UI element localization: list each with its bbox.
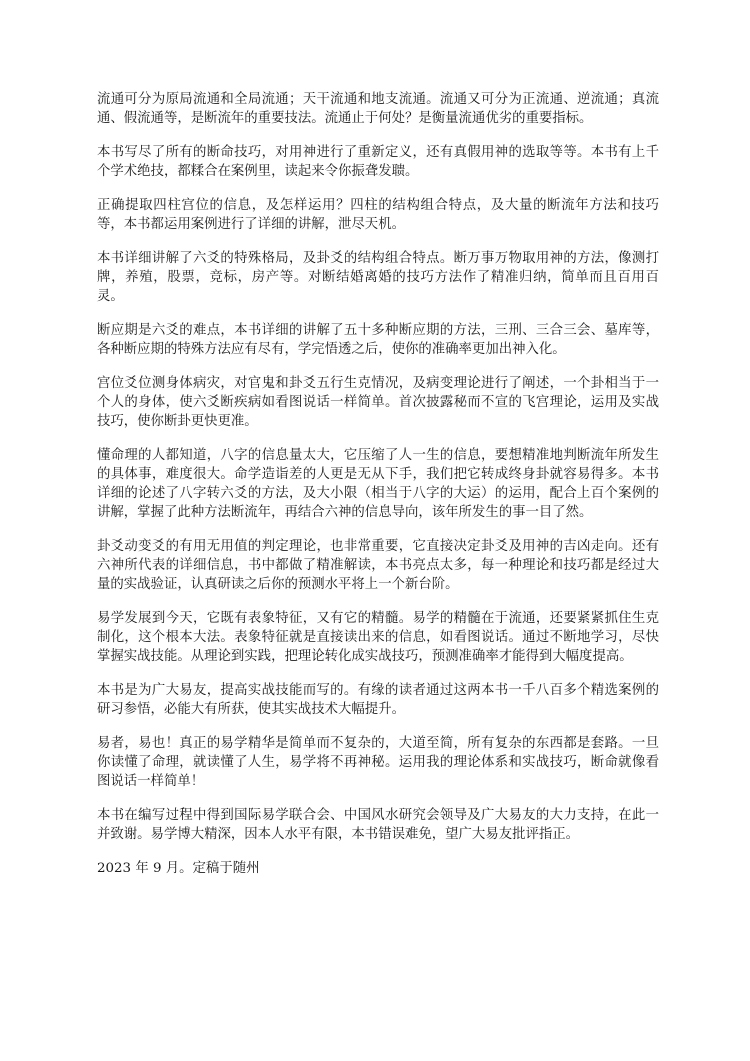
date-line: 2023 年 9 月。定稿于随州: [97, 861, 260, 876]
paragraph-yiyou: 本书是为广大易友，提高实战技能而写的。有缘的读者通过这两本书一千八百多个精选案例的研习参悟，必能大有所获，使其实战技术大幅提升。: [97, 683, 659, 717]
paragraph-zhixie: 本书在编写过程中得到国际易学联合会、中国风水研究会领导及广大易友的大力支持，在此一并致谢。易学博大精深，因本人水平有限，本书错误难免，望广大易友批评指正。: [97, 808, 659, 842]
paragraph-dongbian: 卦爻动变爻的有用无用值的判定理论，也非常重要，它直接决定卦爻及用神的吉凶走向。还有六神所代表的详细信息，书中都做了精准解读，本书亮点太多，每一种理论和技巧都是经过大量的实战验证，认真研读之后你的预测水平将上一个新台阶。: [97, 539, 659, 592]
paragraph-sizhu-gongwei: 正确提取四柱宫位的信息，及怎样运用？四柱的结构组合特点，及大量的断流年方法和技巧等，本书都运用案例进行了详细的讲解，泄尽天机。: [97, 198, 659, 232]
paragraph-duanming-jiqiao: 本书写尽了所有的断命技巧，对用神进行了重新定义，还有真假用神的选取等等。本书有上千个学术绝技，都糅合在案例里，读起来令你振聋发聩。: [97, 145, 659, 179]
paragraph-liutong: 流通可分为原局流通和全局流通；天干流通和地支流通。流通又可分为正流通、逆流通；真流通、假流通等，是断流年的重要技法。流通止于何处？是衡量流通优劣的重要指标。: [97, 92, 659, 126]
paragraph-bazi-zhuan-liuyao: 懂命理的人都知道，八字的信息量太大，它压缩了人一生的信息，要想精准地判断流年所发生的具体事，难度很大。命学造诣差的人更是无从下手，我们把它转成终身卦就容易得多。本书详细的论述了八字转六爻的方法，及大小限（相当于八字的大运）的运用，配合上百个案例的讲解，掌握了此种方法断流年，再结合六神的信息导向，该年所发生的事一目了然。: [97, 448, 659, 520]
document-page: [97, 90, 659, 893]
paragraph-liuyao-geju: 本书详细讲解了六爻的特殊格局，及卦爻的结构组合特点。断万事万物取用神的方法，像测打牌，养殖，股票，竞标，房产等。对断结婚离婚的技巧方法作了精准归纳，简单而且百用百灵。: [97, 251, 659, 304]
paragraph-yingqi: 断应期是六爻的难点，本书详细的讲解了五十多种断应期的方法，三刑、三合三会、墓库等，各种断应期的特殊方法应有尽有，学完悟透之后，使你的准确率更加出神入化。: [97, 323, 659, 357]
paragraph-yixue-fazhan: 易学发展到今天，它既有表象特征，又有它的精髓。易学的精髓在于流通，还要紧紧抓住生克制化，这个根本大法。表象特征就是直接读出来的信息，如看图说话。通过不断地学习，尽快掌握实战技能。从理论到实践，把理论转化成实战技巧，预测准确率才能得到大幅度提高。: [97, 611, 659, 664]
paragraph-bingzai: 宫位爻位测身体病灾，对官鬼和卦爻五行生克情况，及病变理论进行了阐述，一个卦相当于一个人的身体，使六爻断疾病如看图说话一样简单。首次披露秘而不宣的飞宫理论，运用及实战技巧，使你断卦更快更准。: [97, 376, 659, 429]
paragraph-dadao-zhijian: 易者，易也！真正的易学精华是简单而不复杂的，大道至简，所有复杂的东西都是套路。一旦你读懂了命理，就读懂了人生，易学将不再神秘。运用我的理论体系和实战技巧，断命就像看图说话一样简单！: [97, 736, 659, 789]
